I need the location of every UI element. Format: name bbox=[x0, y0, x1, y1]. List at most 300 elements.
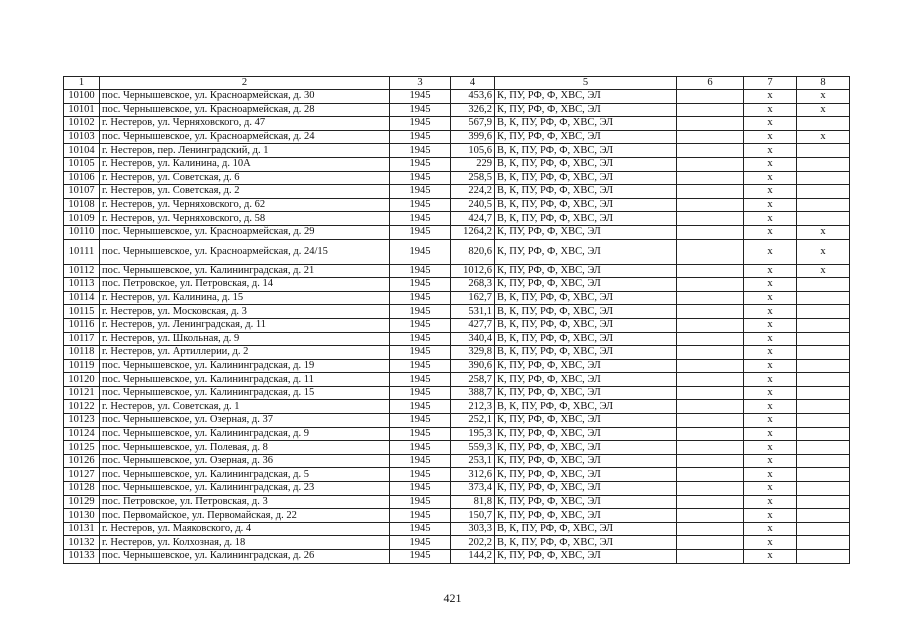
table-row bbox=[64, 103, 850, 117]
address-cell: пос. Чернышевское, ул. Красноармейская, д. 28 bbox=[100, 103, 390, 117]
column-6-cell bbox=[677, 90, 744, 104]
table-row bbox=[64, 117, 850, 131]
address-cell: пос. Чернышевское, ул. Красноармейская, д. 24/15 bbox=[100, 239, 390, 264]
column-7-mark: х bbox=[744, 346, 797, 360]
column-8-mark: х bbox=[797, 130, 850, 144]
works-cell: В, К, ПУ, РФ, Ф, ХВС, ЭЛ bbox=[495, 305, 677, 319]
column-6-cell bbox=[677, 117, 744, 131]
column-6-cell bbox=[677, 346, 744, 360]
column-6-cell bbox=[677, 386, 744, 400]
row-number: 10115 bbox=[64, 305, 100, 319]
address-cell: пос. Петровское, ул. Петровская, д. 3 bbox=[100, 495, 390, 509]
row-number: 10106 bbox=[64, 171, 100, 185]
column-7-mark: х bbox=[744, 441, 797, 455]
table-row bbox=[64, 536, 850, 550]
row-number: 10123 bbox=[64, 414, 100, 428]
column-8-mark bbox=[797, 414, 850, 428]
column-8-mark: х bbox=[797, 239, 850, 264]
column-8-mark bbox=[797, 144, 850, 158]
address-cell: пос. Чернышевское, ул. Полевая, д. 8 bbox=[100, 441, 390, 455]
column-6-cell bbox=[677, 291, 744, 305]
column-8-mark bbox=[797, 509, 850, 523]
works-cell: К, ПУ, РФ, Ф, ХВС, ЭЛ bbox=[495, 468, 677, 482]
row-number: 10120 bbox=[64, 373, 100, 387]
column-8-mark bbox=[797, 482, 850, 496]
column-8-mark bbox=[797, 318, 850, 332]
column-8-mark bbox=[797, 550, 850, 564]
column-7-mark: х bbox=[744, 185, 797, 199]
address-cell: г. Нестеров, ул. Калинина, д. 10А bbox=[100, 157, 390, 171]
works-cell: В, К, ПУ, РФ, Ф, ХВС, ЭЛ bbox=[495, 522, 677, 536]
area-cell: 453,6 bbox=[451, 90, 495, 104]
column-7-mark: х bbox=[744, 305, 797, 319]
area-cell: 326,2 bbox=[451, 103, 495, 117]
table-row bbox=[64, 468, 850, 482]
table-row bbox=[64, 185, 850, 199]
area-cell: 567,9 bbox=[451, 117, 495, 131]
address-cell: г. Нестеров, ул. Черняховского, д. 62 bbox=[100, 198, 390, 212]
table-row bbox=[64, 495, 850, 509]
column-6-cell bbox=[677, 103, 744, 117]
works-cell: В, К, ПУ, РФ, Ф, ХВС, ЭЛ bbox=[495, 198, 677, 212]
year-cell: 1945 bbox=[390, 130, 451, 144]
works-cell: К, ПУ, РФ, Ф, ХВС, ЭЛ bbox=[495, 414, 677, 428]
column-8-mark bbox=[797, 373, 850, 387]
works-cell: К, ПУ, РФ, Ф, ХВС, ЭЛ bbox=[495, 359, 677, 373]
address-cell: г. Нестеров, ул. Ленинградская, д. 11 bbox=[100, 318, 390, 332]
column-6-cell bbox=[677, 441, 744, 455]
area-cell: 303,3 bbox=[451, 522, 495, 536]
column-8-mark: х bbox=[797, 225, 850, 239]
column-7-mark: х bbox=[744, 536, 797, 550]
area-cell: 373,4 bbox=[451, 482, 495, 496]
table-row bbox=[64, 454, 850, 468]
works-cell: К, ПУ, РФ, Ф, ХВС, ЭЛ bbox=[495, 509, 677, 523]
row-number: 10116 bbox=[64, 318, 100, 332]
works-cell: К, ПУ, РФ, Ф, ХВС, ЭЛ bbox=[495, 130, 677, 144]
column-8-mark bbox=[797, 427, 850, 441]
row-number: 10118 bbox=[64, 346, 100, 360]
area-cell: 81,8 bbox=[451, 495, 495, 509]
column-8-mark bbox=[797, 346, 850, 360]
column-6-cell bbox=[677, 225, 744, 239]
row-number: 10128 bbox=[64, 482, 100, 496]
column-8-mark bbox=[797, 468, 850, 482]
row-number: 10131 bbox=[64, 522, 100, 536]
column-7-mark: х bbox=[744, 373, 797, 387]
column-8-mark bbox=[797, 536, 850, 550]
row-number: 10112 bbox=[64, 264, 100, 278]
year-cell: 1945 bbox=[390, 550, 451, 564]
year-cell: 1945 bbox=[390, 386, 451, 400]
works-cell: К, ПУ, РФ, Ф, ХВС, ЭЛ bbox=[495, 225, 677, 239]
year-cell: 1945 bbox=[390, 482, 451, 496]
column-7-mark: х bbox=[744, 495, 797, 509]
table-row bbox=[64, 225, 850, 239]
column-header: 4 bbox=[451, 77, 495, 90]
table-body bbox=[64, 77, 850, 564]
row-number: 10114 bbox=[64, 291, 100, 305]
table-row bbox=[64, 305, 850, 319]
row-number: 10107 bbox=[64, 185, 100, 199]
address-cell: г. Нестеров, ул. Маяковского, д. 4 bbox=[100, 522, 390, 536]
works-cell: В, К, ПУ, РФ, Ф, ХВС, ЭЛ bbox=[495, 318, 677, 332]
works-cell: В, К, ПУ, РФ, Ф, ХВС, ЭЛ bbox=[495, 332, 677, 346]
column-6-cell bbox=[677, 414, 744, 428]
column-7-mark: х bbox=[744, 198, 797, 212]
column-6-cell bbox=[677, 536, 744, 550]
column-6-cell bbox=[677, 373, 744, 387]
column-7-mark: х bbox=[744, 212, 797, 226]
column-8-mark bbox=[797, 185, 850, 199]
works-cell: В, К, ПУ, РФ, Ф, ХВС, ЭЛ bbox=[495, 212, 677, 226]
address-cell: пос. Петровское, ул. Петровская, д. 14 bbox=[100, 278, 390, 292]
address-cell: г. Нестеров, ул. Черняховского, д. 47 bbox=[100, 117, 390, 131]
column-6-cell bbox=[677, 400, 744, 414]
column-8-mark bbox=[797, 454, 850, 468]
column-7-mark: х bbox=[744, 386, 797, 400]
year-cell: 1945 bbox=[390, 414, 451, 428]
column-6-cell bbox=[677, 332, 744, 346]
table-row bbox=[64, 90, 850, 104]
row-number: 10110 bbox=[64, 225, 100, 239]
housing-register-table bbox=[63, 76, 850, 564]
year-cell: 1945 bbox=[390, 144, 451, 158]
column-7-mark: х bbox=[744, 225, 797, 239]
column-8-mark: х bbox=[797, 264, 850, 278]
row-number: 10117 bbox=[64, 332, 100, 346]
table-row bbox=[64, 359, 850, 373]
area-cell: 399,6 bbox=[451, 130, 495, 144]
area-cell: 144,2 bbox=[451, 550, 495, 564]
year-cell: 1945 bbox=[390, 278, 451, 292]
column-6-cell bbox=[677, 278, 744, 292]
year-cell: 1945 bbox=[390, 373, 451, 387]
column-6-cell bbox=[677, 144, 744, 158]
column-7-mark: х bbox=[744, 90, 797, 104]
column-6-cell bbox=[677, 468, 744, 482]
address-cell: г. Нестеров, ул. Артиллерии, д. 2 bbox=[100, 346, 390, 360]
works-cell: В, К, ПУ, РФ, Ф, ХВС, ЭЛ bbox=[495, 171, 677, 185]
column-6-cell bbox=[677, 318, 744, 332]
row-number: 10104 bbox=[64, 144, 100, 158]
column-8-mark bbox=[797, 212, 850, 226]
table-row bbox=[64, 264, 850, 278]
column-8-mark: х bbox=[797, 90, 850, 104]
column-6-cell bbox=[677, 264, 744, 278]
column-7-mark: х bbox=[744, 414, 797, 428]
column-6-cell bbox=[677, 482, 744, 496]
table-row bbox=[64, 414, 850, 428]
column-6-cell bbox=[677, 185, 744, 199]
address-cell: пос. Чернышевское, ул. Калининградская, д. 5 bbox=[100, 468, 390, 482]
works-cell: К, ПУ, РФ, Ф, ХВС, ЭЛ bbox=[495, 550, 677, 564]
year-cell: 1945 bbox=[390, 171, 451, 185]
column-7-mark: х bbox=[744, 130, 797, 144]
address-cell: г. Нестеров, пер. Ленинградский, д. 1 bbox=[100, 144, 390, 158]
table-row bbox=[64, 171, 850, 185]
column-6-cell bbox=[677, 212, 744, 226]
works-cell: В, К, ПУ, РФ, Ф, ХВС, ЭЛ bbox=[495, 536, 677, 550]
column-6-cell bbox=[677, 509, 744, 523]
column-7-mark: х bbox=[744, 278, 797, 292]
table-row bbox=[64, 239, 850, 264]
column-8-mark: х bbox=[797, 103, 850, 117]
works-cell: К, ПУ, РФ, Ф, ХВС, ЭЛ bbox=[495, 373, 677, 387]
row-number: 10133 bbox=[64, 550, 100, 564]
works-cell: К, ПУ, РФ, Ф, ХВС, ЭЛ bbox=[495, 103, 677, 117]
year-cell: 1945 bbox=[390, 522, 451, 536]
area-cell: 202,2 bbox=[451, 536, 495, 550]
table-row bbox=[64, 400, 850, 414]
works-cell: К, ПУ, РФ, Ф, ХВС, ЭЛ bbox=[495, 264, 677, 278]
works-cell: В, К, ПУ, РФ, Ф, ХВС, ЭЛ bbox=[495, 185, 677, 199]
column-7-mark: х bbox=[744, 117, 797, 131]
address-cell: г. Нестеров, ул. Колхозная, д. 18 bbox=[100, 536, 390, 550]
column-6-cell bbox=[677, 427, 744, 441]
column-6-cell bbox=[677, 198, 744, 212]
row-number: 10121 bbox=[64, 386, 100, 400]
table-row bbox=[64, 441, 850, 455]
table-row bbox=[64, 522, 850, 536]
table-row bbox=[64, 144, 850, 158]
area-cell: 258,5 bbox=[451, 171, 495, 185]
year-cell: 1945 bbox=[390, 332, 451, 346]
column-7-mark: х bbox=[744, 103, 797, 117]
column-8-mark bbox=[797, 332, 850, 346]
works-cell: В, К, ПУ, РФ, Ф, ХВС, ЭЛ bbox=[495, 346, 677, 360]
address-cell: г. Нестеров, ул. Калинина, д. 15 bbox=[100, 291, 390, 305]
row-number: 10126 bbox=[64, 454, 100, 468]
year-cell: 1945 bbox=[390, 239, 451, 264]
address-cell: пос. Чернышевское, ул. Калининградская, д. 26 bbox=[100, 550, 390, 564]
year-cell: 1945 bbox=[390, 103, 451, 117]
works-cell: В, К, ПУ, РФ, Ф, ХВС, ЭЛ bbox=[495, 144, 677, 158]
row-number: 10100 bbox=[64, 90, 100, 104]
row-number: 10125 bbox=[64, 441, 100, 455]
table-row bbox=[64, 157, 850, 171]
address-cell: пос. Чернышевское, ул. Калининградская, д. 23 bbox=[100, 482, 390, 496]
column-7-mark: х bbox=[744, 454, 797, 468]
row-number: 10102 bbox=[64, 117, 100, 131]
column-8-mark bbox=[797, 278, 850, 292]
year-cell: 1945 bbox=[390, 90, 451, 104]
table-row bbox=[64, 509, 850, 523]
column-7-mark: х bbox=[744, 400, 797, 414]
year-cell: 1945 bbox=[390, 305, 451, 319]
address-cell: пос. Чернышевское, ул. Красноармейская, д. 30 bbox=[100, 90, 390, 104]
column-7-mark: х bbox=[744, 332, 797, 346]
year-cell: 1945 bbox=[390, 346, 451, 360]
year-cell: 1945 bbox=[390, 509, 451, 523]
table-row bbox=[64, 130, 850, 144]
row-number: 10111 bbox=[64, 239, 100, 264]
address-cell: г. Нестеров, ул. Советская, д. 6 bbox=[100, 171, 390, 185]
works-cell: В, К, ПУ, РФ, Ф, ХВС, ЭЛ bbox=[495, 157, 677, 171]
column-header: 2 bbox=[100, 77, 390, 90]
column-header: 7 bbox=[744, 77, 797, 90]
column-8-mark bbox=[797, 522, 850, 536]
year-cell: 1945 bbox=[390, 318, 451, 332]
year-cell: 1945 bbox=[390, 359, 451, 373]
column-7-mark: х bbox=[744, 157, 797, 171]
year-cell: 1945 bbox=[390, 264, 451, 278]
column-8-mark bbox=[797, 359, 850, 373]
column-7-mark: х bbox=[744, 291, 797, 305]
area-cell: 312,6 bbox=[451, 468, 495, 482]
table-row bbox=[64, 212, 850, 226]
column-6-cell bbox=[677, 239, 744, 264]
page-number: 421 bbox=[443, 591, 462, 605]
year-cell: 1945 bbox=[390, 291, 451, 305]
column-8-mark bbox=[797, 117, 850, 131]
address-cell: пос. Чернышевское, ул. Калининградская, д. 11 bbox=[100, 373, 390, 387]
year-cell: 1945 bbox=[390, 157, 451, 171]
row-number: 10108 bbox=[64, 198, 100, 212]
area-cell: 240,5 bbox=[451, 198, 495, 212]
column-6-cell bbox=[677, 130, 744, 144]
area-cell: 224,2 bbox=[451, 185, 495, 199]
address-cell: пос. Чернышевское, ул. Калининградская, д. 21 bbox=[100, 264, 390, 278]
column-8-mark bbox=[797, 198, 850, 212]
works-cell: К, ПУ, РФ, Ф, ХВС, ЭЛ bbox=[495, 495, 677, 509]
year-cell: 1945 bbox=[390, 495, 451, 509]
address-cell: пос. Чернышевское, ул. Калининградская, д. 15 bbox=[100, 386, 390, 400]
row-number: 10101 bbox=[64, 103, 100, 117]
area-cell: 1264,2 bbox=[451, 225, 495, 239]
year-cell: 1945 bbox=[390, 427, 451, 441]
row-number: 10124 bbox=[64, 427, 100, 441]
row-number: 10103 bbox=[64, 130, 100, 144]
table-row bbox=[64, 373, 850, 387]
area-cell: 268,3 bbox=[451, 278, 495, 292]
table-row bbox=[64, 278, 850, 292]
column-8-mark bbox=[797, 157, 850, 171]
column-6-cell bbox=[677, 157, 744, 171]
row-number: 10122 bbox=[64, 400, 100, 414]
works-cell: К, ПУ, РФ, Ф, ХВС, ЭЛ bbox=[495, 482, 677, 496]
column-6-cell bbox=[677, 171, 744, 185]
area-cell: 162,7 bbox=[451, 291, 495, 305]
column-8-mark bbox=[797, 386, 850, 400]
works-cell: В, К, ПУ, РФ, Ф, ХВС, ЭЛ bbox=[495, 291, 677, 305]
year-cell: 1945 bbox=[390, 185, 451, 199]
row-number: 10129 bbox=[64, 495, 100, 509]
year-cell: 1945 bbox=[390, 117, 451, 131]
area-cell: 212,3 bbox=[451, 400, 495, 414]
column-header: 6 bbox=[677, 77, 744, 90]
area-cell: 820,6 bbox=[451, 239, 495, 264]
year-cell: 1945 bbox=[390, 536, 451, 550]
table-header-row bbox=[64, 77, 850, 90]
table-row bbox=[64, 346, 850, 360]
works-cell: В, К, ПУ, РФ, Ф, ХВС, ЭЛ bbox=[495, 117, 677, 131]
address-cell: пос. Чернышевское, ул. Озерная, д. 37 bbox=[100, 414, 390, 428]
area-cell: 340,4 bbox=[451, 332, 495, 346]
table-row bbox=[64, 427, 850, 441]
row-number: 10130 bbox=[64, 509, 100, 523]
area-cell: 427,7 bbox=[451, 318, 495, 332]
column-7-mark: х bbox=[744, 468, 797, 482]
works-cell: В, К, ПУ, РФ, Ф, ХВС, ЭЛ bbox=[495, 400, 677, 414]
column-6-cell bbox=[677, 522, 744, 536]
column-8-mark bbox=[797, 291, 850, 305]
year-cell: 1945 bbox=[390, 225, 451, 239]
column-7-mark: х bbox=[744, 318, 797, 332]
column-7-mark: х bbox=[744, 482, 797, 496]
address-cell: пос. Чернышевское, ул. Калининградская, д. 19 bbox=[100, 359, 390, 373]
year-cell: 1945 bbox=[390, 441, 451, 455]
column-7-mark: х bbox=[744, 550, 797, 564]
year-cell: 1945 bbox=[390, 400, 451, 414]
address-cell: г. Нестеров, ул. Советская, д. 2 bbox=[100, 185, 390, 199]
row-number: 10105 bbox=[64, 157, 100, 171]
works-cell: К, ПУ, РФ, Ф, ХВС, ЭЛ bbox=[495, 386, 677, 400]
area-cell: 253,1 bbox=[451, 454, 495, 468]
area-cell: 150,7 bbox=[451, 509, 495, 523]
column-6-cell bbox=[677, 359, 744, 373]
table-row bbox=[64, 386, 850, 400]
works-cell: К, ПУ, РФ, Ф, ХВС, ЭЛ bbox=[495, 239, 677, 264]
works-cell: К, ПУ, РФ, Ф, ХВС, ЭЛ bbox=[495, 278, 677, 292]
area-cell: 388,7 bbox=[451, 386, 495, 400]
column-7-mark: х bbox=[744, 144, 797, 158]
column-6-cell bbox=[677, 305, 744, 319]
row-number: 10113 bbox=[64, 278, 100, 292]
column-6-cell bbox=[677, 550, 744, 564]
address-cell: пос. Чернышевское, ул. Красноармейская, д. 29 bbox=[100, 225, 390, 239]
year-cell: 1945 bbox=[390, 198, 451, 212]
address-cell: пос. Первомайское, ул. Первомайская, д. 22 bbox=[100, 509, 390, 523]
table-row bbox=[64, 318, 850, 332]
area-cell: 195,3 bbox=[451, 427, 495, 441]
address-cell: пос. Чернышевское, ул. Калининградская, д. 9 bbox=[100, 427, 390, 441]
column-7-mark: х bbox=[744, 264, 797, 278]
column-8-mark bbox=[797, 441, 850, 455]
column-header: 8 bbox=[797, 77, 850, 90]
column-8-mark bbox=[797, 171, 850, 185]
year-cell: 1945 bbox=[390, 468, 451, 482]
year-cell: 1945 bbox=[390, 454, 451, 468]
column-8-mark bbox=[797, 305, 850, 319]
address-cell: г. Нестеров, ул. Советская, д. 1 bbox=[100, 400, 390, 414]
row-number: 10132 bbox=[64, 536, 100, 550]
table-row bbox=[64, 550, 850, 564]
area-cell: 229 bbox=[451, 157, 495, 171]
column-header: 3 bbox=[390, 77, 451, 90]
column-7-mark: х bbox=[744, 359, 797, 373]
works-cell: К, ПУ, РФ, Ф, ХВС, ЭЛ bbox=[495, 90, 677, 104]
area-cell: 424,7 bbox=[451, 212, 495, 226]
column-7-mark: х bbox=[744, 509, 797, 523]
table-row bbox=[64, 332, 850, 346]
area-cell: 252,1 bbox=[451, 414, 495, 428]
year-cell: 1945 bbox=[390, 212, 451, 226]
column-8-mark bbox=[797, 495, 850, 509]
works-cell: К, ПУ, РФ, Ф, ХВС, ЭЛ bbox=[495, 441, 677, 455]
column-header: 1 bbox=[64, 77, 100, 90]
address-cell: г. Нестеров, ул. Черняховского, д. 58 bbox=[100, 212, 390, 226]
table-row bbox=[64, 482, 850, 496]
works-cell: К, ПУ, РФ, Ф, ХВС, ЭЛ bbox=[495, 454, 677, 468]
area-cell: 1012,6 bbox=[451, 264, 495, 278]
address-cell: г. Нестеров, ул. Московская, д. 3 bbox=[100, 305, 390, 319]
column-6-cell bbox=[677, 495, 744, 509]
row-number: 10109 bbox=[64, 212, 100, 226]
table-row bbox=[64, 198, 850, 212]
area-cell: 531,1 bbox=[451, 305, 495, 319]
address-cell: г. Нестеров, ул. Школьная, д. 9 bbox=[100, 332, 390, 346]
